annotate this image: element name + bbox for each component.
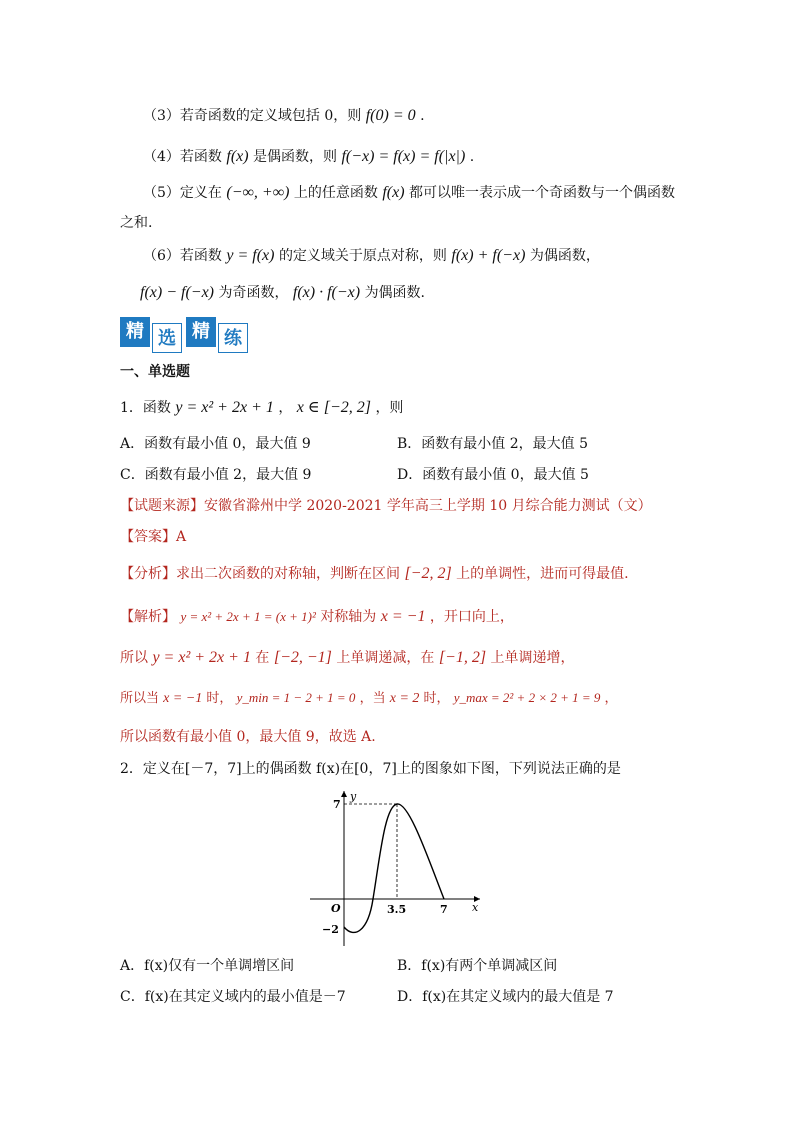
banner-char-4: 练 <box>218 323 248 353</box>
q2-option-b[interactable]: B．f(x)有两个单调减区间 <box>397 958 558 974</box>
property-3-suffix: . <box>420 108 425 124</box>
banner-char-1: 精 <box>120 317 150 347</box>
q1-solution-interval-dec: [−2, −1] <box>273 649 332 666</box>
property-6-math-product: f(x) · f(−x) <box>292 284 361 301</box>
q2-option-d[interactable]: D．f(x)在其定义域内的最大值是 7 <box>397 989 614 1005</box>
q1-solution-prefix-3: 所以当 <box>120 691 160 706</box>
q1-solution-math-3a: x = −1 <box>163 691 203 706</box>
q1-solution-ymin: y_min = 1 − 2 + 1 = 0 <box>236 690 356 705</box>
property-5-suffix: 都可以唯一表示成一个奇函数与一个偶函数 <box>409 185 675 201</box>
q1-stem-prefix: 1．函数 <box>120 400 171 416</box>
q1-analysis-prefix: 【分析】求出二次函数的对称轴，判断在区间 <box>120 566 400 582</box>
q1-solution-line-1 <box>120 607 514 627</box>
q1-analysis-math: [−2, 2] <box>404 565 452 582</box>
q1-stem-suffix: ，则 <box>375 400 404 416</box>
q1-solution-mid-3: 时， <box>206 691 233 706</box>
property-6-math-y: y = f(x) <box>226 247 275 264</box>
q1-stem-mid: ， <box>278 400 293 416</box>
x-tick-3-5: 3.5 <box>387 903 407 916</box>
q1-stem-math: y = x² + 2x + 1 <box>175 399 274 416</box>
q1-solution-interval-inc: [−1, 2] <box>438 649 487 666</box>
banner-char-2: 选 <box>152 323 182 353</box>
q1-solution-suffix-2: 上单调递增， <box>490 650 575 666</box>
property-6-math-sum: f(x) + f(−x) <box>451 247 526 264</box>
property-3 <box>143 106 425 126</box>
property-6-math-diff: f(x) − f(−x) <box>140 284 214 301</box>
q1-solution-mid-3c: 时， <box>423 691 450 706</box>
property-5 <box>143 183 675 203</box>
q1-solution-math-3c: x = 2 <box>389 691 420 706</box>
q1-stem <box>120 398 403 418</box>
q1-solution-mid-1: 对称轴为 <box>320 609 377 625</box>
property-5-math-domain: (−∞, +∞) <box>226 184 290 201</box>
q1-solution-mid-2b: 上单调递减，在 <box>336 650 435 666</box>
q2-stem: 2．定义在[－7，7]上的偶函数 f(x)在[0，7]上的图象如下图，下列说法正确的是 <box>120 761 621 777</box>
q1-source: 【试题来源】安徽省滁州中学 2020-2021 学年高三上学期 10 月综合能力测试（文） <box>120 498 652 514</box>
property-4-mid: 是偶函数，则 <box>253 149 338 165</box>
q1-solution-math-axis: x = −1 <box>380 608 426 625</box>
property-5-mid: 上的任意函数 <box>293 185 378 201</box>
property-6-suffix2: 为偶函数. <box>364 285 426 301</box>
property-4-math-fx: f(x) <box>226 148 249 165</box>
q1-solution-suffix-3: ， <box>604 691 618 706</box>
q1-option-b[interactable]: B．函数有最小值 2，最大值 5 <box>397 436 589 452</box>
q1-answer: 【答案】A <box>120 529 187 545</box>
q1-solution-suffix-1: ，开口向上， <box>429 609 514 625</box>
q1-option-c[interactable]: C．函数有最小值 2，最大值 9 <box>120 467 312 483</box>
property-5-math-fx: f(x) <box>382 184 405 201</box>
property-4-math-even: f(−x) = f(x) = f(|x|) <box>341 148 466 165</box>
property-5-continued: 之和. <box>120 215 153 231</box>
x-axis-label: x <box>472 901 479 914</box>
property-6 <box>143 246 600 266</box>
q1-stem-domain: x ∈ [−2, 2] <box>296 399 371 416</box>
q1-solution-prefix-2: 所以 <box>120 650 148 666</box>
property-3-math: f(0) = 0 <box>365 107 416 124</box>
q1-analysis <box>120 564 629 584</box>
x-tick-7: 7 <box>440 903 448 916</box>
property-6-continued <box>140 283 425 303</box>
property-5-prefix: （5）定义在 <box>143 185 222 201</box>
q1-solution-line-2 <box>120 648 575 668</box>
q1-solution-label: 【解析】 <box>120 609 176 625</box>
q2-option-c[interactable]: C．f(x)在其定义域内的最小值是－7 <box>120 989 346 1005</box>
q2-function-graph <box>310 786 500 956</box>
q1-option-d[interactable]: D．函数有最小值 0，最大值 5 <box>397 467 589 483</box>
y-tick-7: 7 <box>333 798 341 811</box>
q1-solution-mid-3b: ，当 <box>359 691 386 706</box>
property-3-prefix: （3）若奇函数的定义域包括 0，则 <box>143 108 362 124</box>
q1-solution-mid-2: 在 <box>255 650 270 666</box>
property-6-prefix: （6）若函数 <box>143 248 222 264</box>
q1-solution-line-3 <box>120 688 618 709</box>
property-6-mid2: 为奇函数， <box>218 285 289 301</box>
y-axis-label: y <box>350 790 357 803</box>
q1-analysis-suffix: 上的单调性，进而可得最值. <box>456 566 629 582</box>
banner-char-3: 精 <box>186 317 216 347</box>
q1-solution-math-2: y = x² + 2x + 1 <box>152 649 251 666</box>
section-heading: 一、单选题 <box>120 364 190 380</box>
property-4-prefix: （4）若函数 <box>143 149 222 165</box>
q2-option-a[interactable]: A．f(x)仅有一个单调增区间 <box>120 958 295 974</box>
q1-option-a[interactable]: A．函数有最小值 0，最大值 9 <box>120 436 311 452</box>
q1-solution-ymax: y_max = 2² + 2 × 2 + 1 = 9 <box>453 690 601 705</box>
origin-label: O <box>331 902 341 915</box>
q1-solution-line-4: 所以函数有最小值 0，最大值 9，故选 A. <box>120 729 376 745</box>
y-tick-neg2: −2 <box>322 923 339 936</box>
property-6-suffix: 为偶函数， <box>529 248 600 264</box>
property-6-mid: 的定义域关于原点对称，则 <box>278 248 447 264</box>
q1-solution-math-1: y = x² + 2x + 1 = (x + 1)² <box>180 609 316 624</box>
property-4 <box>143 147 474 167</box>
property-4-suffix: . <box>469 149 475 165</box>
